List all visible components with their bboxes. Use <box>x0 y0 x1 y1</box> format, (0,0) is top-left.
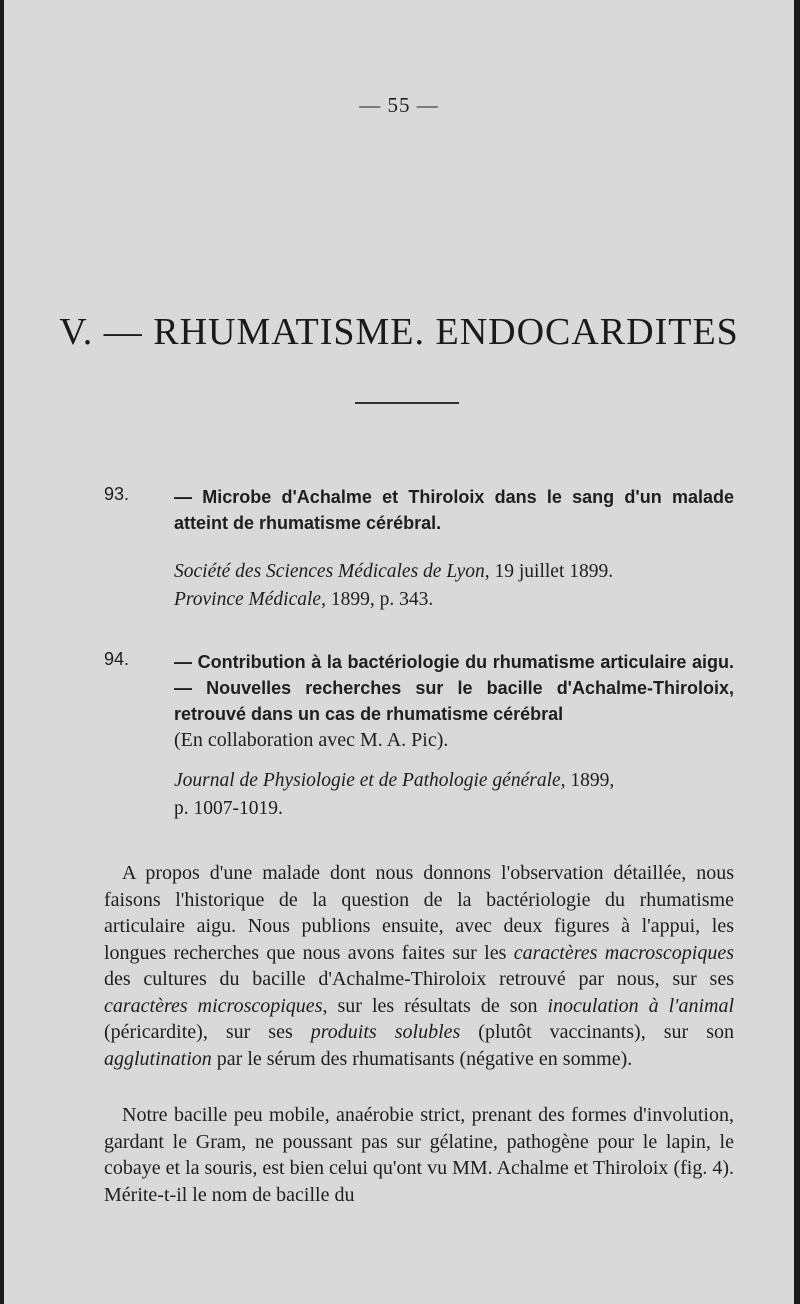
entry-citation <box>174 558 734 614</box>
text-run-italic: caractères macroscopiques <box>513 941 734 964</box>
entry-citation <box>174 767 734 823</box>
text-run-italic: caractères microscopiques <box>104 994 323 1017</box>
citation-line <box>174 558 734 586</box>
document-page <box>4 0 794 1304</box>
title-divider <box>355 402 459 404</box>
bibliography-entry-94 <box>4 649 794 823</box>
citation-journal: Province Médicale <box>174 589 322 610</box>
entry-collaboration: (En collaboration avec M. A. Pic). <box>174 729 449 751</box>
entry-number: 93. <box>104 484 130 504</box>
text-run: A propos d'une malade dont nous donnons l'observation détaillée, nous faisons l'historique de la question de la bactériologie du rhumatisme articulaire aigu. Nous publions ensuite, avec deux figures à l'appui, les longues recherches que nous avons faites sur les <box>104 862 734 964</box>
citation-details: , 1899, <box>560 770 615 791</box>
entry-title: — Contribution à la bactériologie du rhumatisme articulaire aigu. — Nouvelles recherches sur le bacille d'Achalme-Thiroloix, retrouvé dans un cas de rhumatisme cérébral <box>174 652 734 724</box>
citation-details: , 1899, p. 343. <box>321 589 434 610</box>
text-run-italic: agglutination <box>104 1047 212 1070</box>
citation-details: , 19 juillet 1899. <box>484 561 614 582</box>
page-number: — 55 — <box>359 93 439 117</box>
text-run: (plutôt vaccinants), sur son <box>460 1021 734 1043</box>
text-run: , sur les résultats de son <box>322 994 548 1017</box>
text-run: (péricardite), sur ses <box>104 1021 311 1043</box>
entry-heading <box>104 649 734 753</box>
citation-journal: Société des Sciences Médicales de Lyon <box>174 561 485 582</box>
bibliography-entry-93 <box>4 484 794 614</box>
text-run-italic: inoculation à l'animal <box>547 994 735 1017</box>
text-run: des cultures du bacille d'Achalme-Thiroloix retrouvé par nous, sur ses <box>104 968 734 990</box>
citation-line <box>174 586 734 614</box>
text-run: par le sérum des rhumatisants (négative en somme). <box>211 1047 633 1070</box>
citation-line <box>174 795 734 823</box>
citation-journal: Journal de Physiologie et de Pathologie générale <box>174 770 561 791</box>
chapter-title: V. — RHUMATISME. ENDOCARDITES <box>59 311 739 353</box>
body-paragraph <box>104 860 734 1072</box>
text-run-italic: produits solubles <box>310 1021 461 1043</box>
entry-number: 94. <box>104 649 130 669</box>
citation-details: p. 1007-1019. <box>174 798 283 819</box>
entry-title: — Microbe d'Achalme et Thiroloix dans le sang d'un malade atteint de rhumatisme cérébral. <box>174 487 734 533</box>
body-paragraph: Notre bacille peu mobile, anaérobie strict, prenant des formes d'involution, gardant le Gram, ne poussant pas sur gélatine, pathogène pour le lapin, le cobaye et la souris, est bien celui qu'ont vu MM. Achalme et Thiroloix (fig. 4). Mérite-t-il le nom de bacille du <box>104 1104 734 1206</box>
citation-line <box>174 767 734 795</box>
entry-heading <box>104 484 734 536</box>
